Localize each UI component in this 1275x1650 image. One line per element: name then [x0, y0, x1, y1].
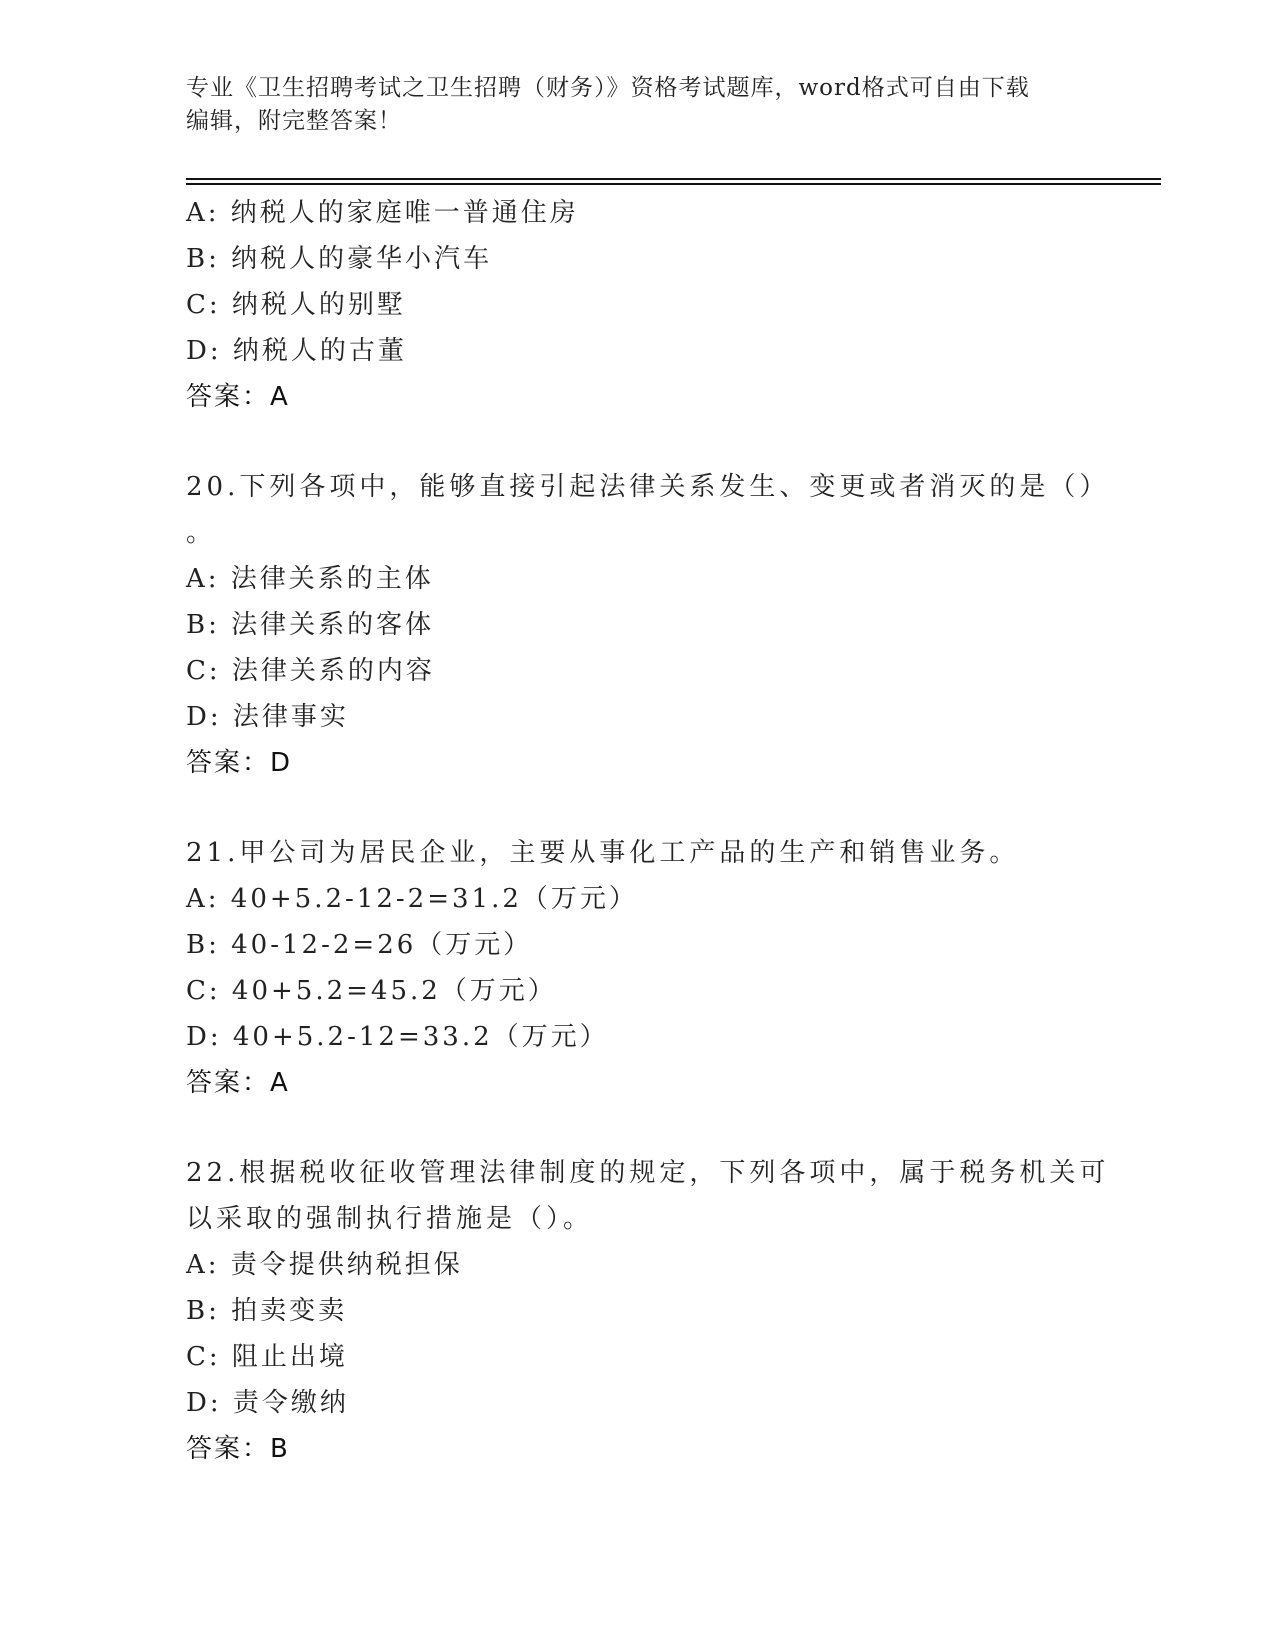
option-a: A: 责令提供纳税担保 [186, 1250, 463, 1280]
spacer [186, 786, 1106, 830]
option-a: A: 40+5.2-12-2=31.2（万元） [186, 884, 638, 914]
header-divider-top [186, 178, 1161, 180]
question-22 [186, 1150, 1110, 1472]
question-stem: 20.下列各项中，能够直接引起法律关系发生、变更或者消灭的是（） [186, 472, 1110, 502]
question-list [186, 190, 1110, 1472]
spacer [186, 420, 1106, 464]
option-c: C: 纳税人的别墅 [186, 290, 406, 320]
option-a: A: 法律关系的主体 [186, 564, 434, 594]
question-stem: 22.根据税收征收管理法律制度的规定，下列各项中，属于税务机关可 [186, 1158, 1110, 1188]
answer-label: 答案：A [186, 382, 290, 412]
question-stem-continued: 。 [186, 518, 217, 548]
option-c: C: 40+5.2=45.2（万元） [186, 976, 557, 1006]
question-stem: 21.甲公司为居民企业，主要从事化工产品的生产和销售业务。 [186, 838, 1020, 868]
option-b: B: 纳税人的豪华小汽车 [186, 244, 493, 274]
document-header [186, 72, 1086, 138]
option-c: C: 法律关系的内容 [186, 656, 435, 686]
option-b: B: 法律关系的客体 [186, 610, 435, 640]
header-divider-bottom [186, 183, 1161, 185]
answer-label: 答案：D [186, 748, 293, 778]
option-b: B: 40-12-2=26（万元） [186, 930, 533, 960]
option-d: D: 法律事实 [186, 702, 349, 732]
header-line-2: 编辑，附完整答案！ [186, 108, 402, 134]
option-d: D: 40+5.2-12=33.2（万元） [186, 1022, 609, 1052]
question-stem-continued: 以采取的强制执行措施是（）。 [186, 1204, 594, 1234]
spacer [186, 1106, 1106, 1150]
option-d: D: 纳税人的古董 [186, 336, 407, 366]
answer-label: 答案：B [186, 1434, 290, 1464]
question-19 [186, 190, 1106, 420]
option-a: A: 纳税人的家庭唯一普通住房 [186, 198, 579, 228]
question-21 [186, 830, 1106, 1106]
option-d: D: 责令缴纳 [186, 1388, 349, 1418]
header-line-1: 专业《卫生招聘考试之卫生招聘（财务）》资格考试题库，word格式可自由下载 [186, 75, 1030, 101]
question-20 [186, 464, 1110, 786]
option-b: B: 拍卖变卖 [186, 1296, 348, 1326]
option-c: C: 阻止出境 [186, 1342, 348, 1372]
answer-label: 答案：A [186, 1068, 290, 1098]
